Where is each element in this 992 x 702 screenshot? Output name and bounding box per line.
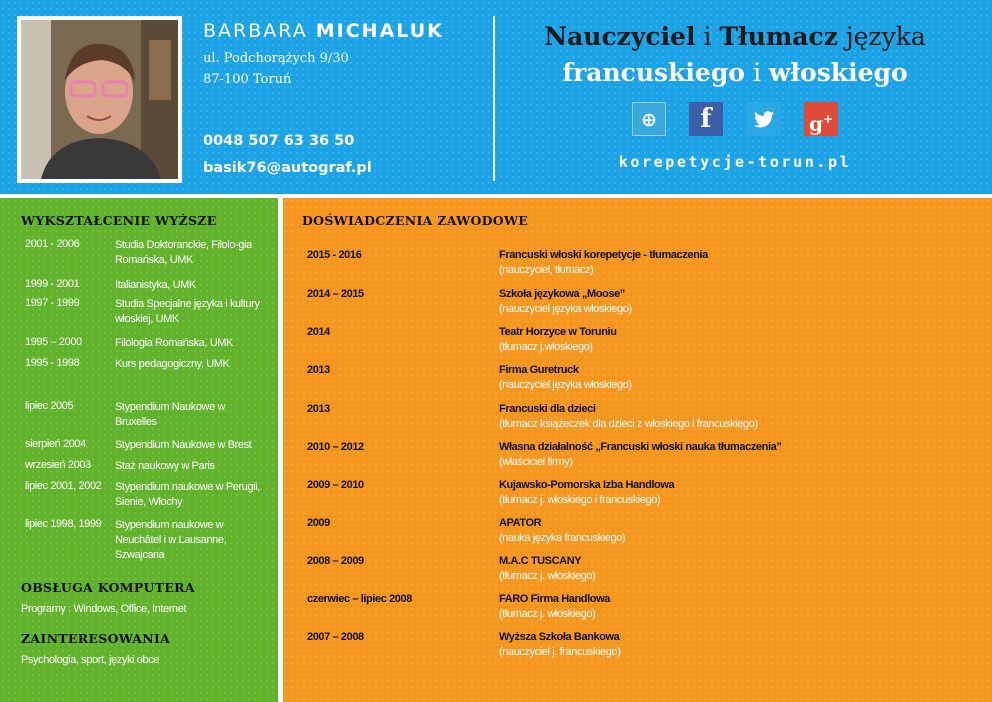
experience-role: (tłumacz j. włoskiego) xyxy=(499,608,596,620)
experience-title: Wyższa Szkoła Bankowa xyxy=(499,631,620,643)
computer-text: Programy : Windows, Office, Internet xyxy=(21,603,187,615)
experience-title: Szkoła językowa „Moose” xyxy=(499,288,625,300)
experience-title: Francuski włoski korepetycje - tłumaczenia xyxy=(499,249,708,261)
headline-word: języka xyxy=(845,22,926,51)
computer-heading: OBSŁUGA KOMPUTERA xyxy=(21,580,195,595)
education-date: 1999 - 2001 xyxy=(25,278,80,290)
website-link[interactable]: korepetycje-torun.pl xyxy=(618,153,852,171)
experience-date: 2009 – 2010 xyxy=(307,479,364,491)
education-date: lipiec 1998, 1999 xyxy=(25,518,102,530)
experience-title: Firma Guretruck xyxy=(499,364,579,376)
google-plus-icon[interactable] xyxy=(804,102,838,136)
experience-title: Własna działalność „Francuski włoski nauka tłumaczenia” xyxy=(499,441,782,453)
education-text: Studia Doktoranckie, Filolo-gia Romańska, UMK xyxy=(115,239,252,266)
interests-heading: ZAINTERESOWANIA xyxy=(21,631,171,646)
experience-role: (nauczyciel j. francuskiego) xyxy=(499,646,621,658)
headline-line-2 xyxy=(500,58,970,87)
experience-role: (tłumacz j.włoskiego) xyxy=(499,341,593,353)
experience-date: 2013 xyxy=(307,364,330,376)
headline-word: Tłumacz xyxy=(719,22,838,51)
right-panel xyxy=(283,198,992,702)
experience-title: Teatr Horzyce w Toruniu xyxy=(499,326,617,338)
education-text: Stypendium Naukowe w Brest xyxy=(115,439,252,451)
education-text: Italianistyka, UMK xyxy=(115,279,196,291)
experience-role: (właściciel firmy) xyxy=(499,456,573,468)
experience-date: 2015 - 2016 xyxy=(307,249,362,261)
education-date: 1995 - 1998 xyxy=(25,357,80,369)
education-text: Staż naukowy w Paris xyxy=(115,460,215,472)
experience-role: (tłumacz j. włoskiego) xyxy=(499,570,596,582)
twitter-bird-shape xyxy=(754,111,774,128)
first-name: BARBARA xyxy=(203,20,308,42)
experience-title: Francuski dla dzieci xyxy=(499,403,596,415)
education-date: lipiec 2001, 2002 xyxy=(25,480,102,492)
experience-date: czerwiec – lipiec 2008 xyxy=(307,593,412,605)
experience-date: 2014 – 2015 xyxy=(307,288,364,300)
google-plus-sup: + xyxy=(822,112,834,126)
headline-word: i xyxy=(752,58,761,87)
experience-role: (nauczyciel, tłumacz) xyxy=(499,264,594,276)
education-date: sierpień 2004 xyxy=(25,438,86,450)
experience-date: 2007 – 2008 xyxy=(307,631,364,643)
experience-role: (nauczyciel języka włoskiego) xyxy=(499,303,632,315)
candidate-name xyxy=(203,20,444,42)
experience-date: 2014 xyxy=(307,326,330,338)
headline-word: francuskiego xyxy=(562,58,745,87)
experience-role: (tłumacz j. włoskiego i francuskiego) xyxy=(499,494,661,506)
address-line-1: ul. Podchorążych 9/30 xyxy=(203,51,349,66)
education-date: 1997 - 1999 xyxy=(25,297,80,309)
education-text: Kurs pedagogiczny, UMK xyxy=(115,358,230,370)
experience-date: 2008 – 2009 xyxy=(307,555,364,567)
experience-heading: DOŚWIADCZENIA ZAWODOWE xyxy=(302,213,529,228)
experience-title: Kujawsko-Pomorska Izba Handlowa xyxy=(499,479,675,491)
education-date: wrzesień 2003 xyxy=(25,459,91,471)
experience-date: 2013 xyxy=(307,403,330,415)
education-text: Studia Specjalne języka i kultury włoskiej, UMK xyxy=(115,298,260,325)
education-text: Stypendium naukowe w Perugii, Sienie, Włochy xyxy=(115,481,260,508)
experience-date: 2010 – 2012 xyxy=(307,441,364,453)
facebook-icon[interactable]: f xyxy=(689,102,723,136)
experience-date: 2009 xyxy=(307,517,330,529)
profile-photo xyxy=(17,16,182,183)
twitter-icon[interactable] xyxy=(747,102,781,136)
experience-role: (tłumacz książeczek dla dzieci z włoskiego i francuskiego) xyxy=(499,418,758,430)
experience-role: (nauczyciel języka włoskiego) xyxy=(499,379,632,391)
headline-word: Nauczyciel xyxy=(544,22,696,51)
experience-title: APATOR xyxy=(499,517,542,529)
email-address: basik76@autograf.pl xyxy=(203,160,372,176)
experience-title: M.A.C TUSCANY xyxy=(499,555,582,567)
headline-line-1 xyxy=(500,22,970,51)
google-plus-glyph: g xyxy=(808,111,823,136)
last-name: MICHALUK xyxy=(315,20,444,42)
interests-text: Psychologia, sport, języki obce xyxy=(21,654,160,666)
headline-word: i xyxy=(703,22,712,51)
education-heading: WYKSZTAŁCENIE WYŻSZE xyxy=(21,213,217,228)
education-date: 1995 – 2000 xyxy=(25,336,82,348)
phone-number: 0048 507 63 36 50 xyxy=(203,133,355,149)
left-panel xyxy=(0,198,278,702)
address-line-2: 87-100 Toruń xyxy=(203,72,292,87)
header xyxy=(0,0,992,194)
headline-word: włoskiego xyxy=(768,58,908,87)
education-date: 2001 - 2006 xyxy=(25,238,80,250)
education-date: lipiec 2005 xyxy=(25,400,74,412)
portrait-image xyxy=(21,20,178,179)
education-text: Stypendium naukowe w Neuchâtel i w Lausanne, Szwajcaria xyxy=(115,519,227,561)
education-text: Filologia Romańska, UMK xyxy=(115,337,233,349)
experience-title: FARO Firma Handlowa xyxy=(499,593,610,605)
education-text: Stypendium Naukowe w Bruxelles xyxy=(115,401,226,428)
globe-icon[interactable]: ⊕ xyxy=(632,102,666,136)
experience-role: (nauka języka francuskiego) xyxy=(499,532,626,544)
header-divider xyxy=(493,16,495,181)
